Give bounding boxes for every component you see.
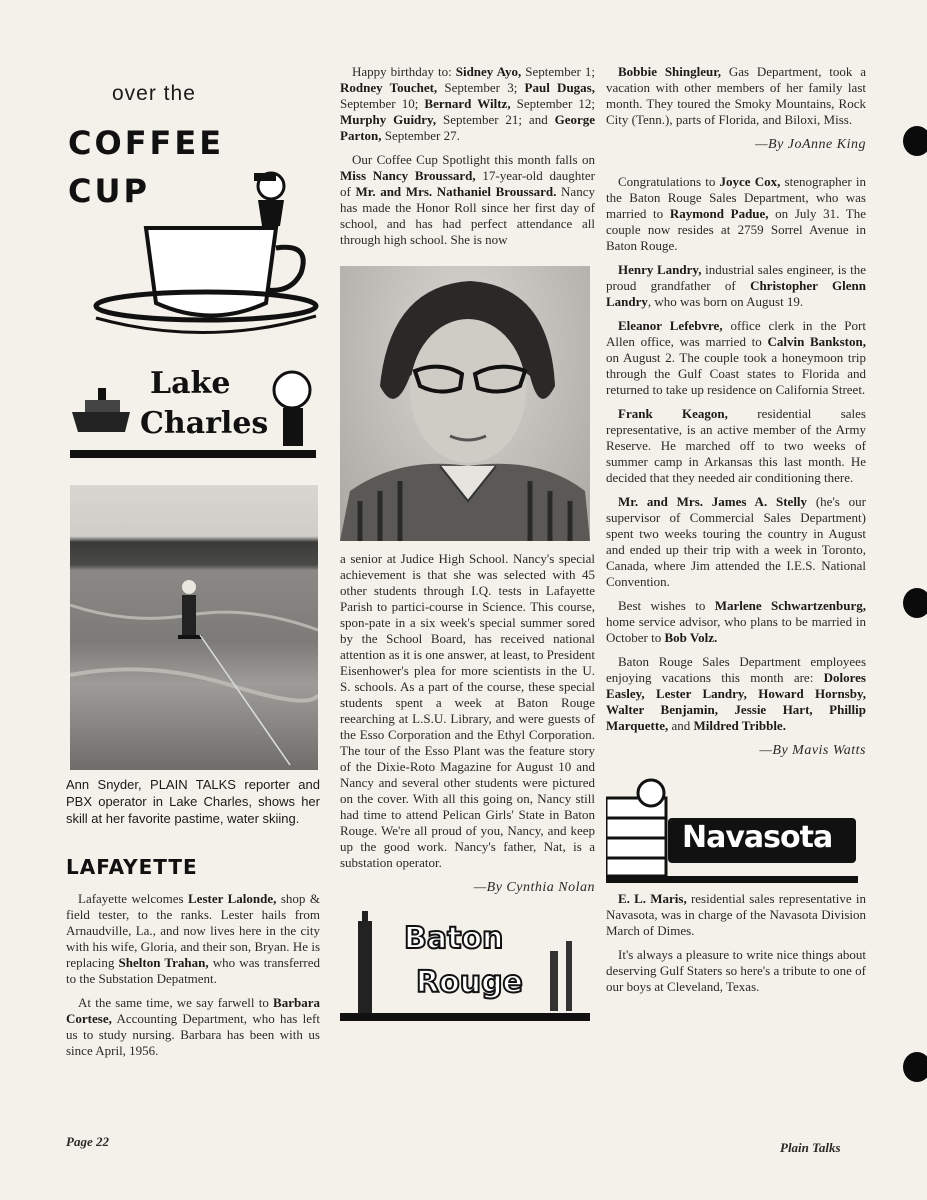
person-name: Mr. and Mrs. James A. Stelly (618, 494, 808, 509)
paragraph-text: Nancy has made the Honor Roll since her first day of school, and has had perfect attendance all through high school. She is now (340, 184, 595, 247)
baton-rouge-logo (340, 911, 590, 1023)
paragraph-text: Baton Rouge Sales Department employees enjoying vacations this month are: (606, 654, 866, 685)
person-name: Henry Landry, (618, 262, 702, 277)
person-name: Rodney Touchet, (340, 80, 438, 95)
right-column (606, 64, 866, 1003)
over-the-label: over the (112, 82, 196, 105)
navasota-article (606, 891, 866, 1003)
paragraph-text: residential sales representative, is an active member of the Army Reserve. He marched off to two weeks of summer camp in Arkansas this last month. He decided that they needed air conditioning there. (606, 406, 866, 485)
birthday-spotlight-article (340, 64, 595, 256)
lake-label: Lake (150, 366, 231, 401)
paragraph-text: stenographer in the Baton Rouge Sales Department, who was married to (606, 174, 866, 221)
article-paragraph (606, 494, 866, 590)
article-paragraph (606, 406, 866, 486)
person-name: Dolores Easley, Lester Landry, Howard Hornsby, Walter Benjamin, Jessie Hart, Phillip Marquette, (606, 670, 866, 733)
shingleur-article (606, 64, 866, 136)
paragraph-text: shop & field tester, to the ranks. Lester hails from Arnaudville, La., and now lives here in the city with his wife, Gloria, and their son, Bryan. He is replacing (66, 891, 320, 970)
person-name: Mildred Tribble. (693, 718, 786, 733)
paragraph-text: , who was born on August 19. (647, 294, 804, 309)
person-name: Mr. and Mrs. Nathaniel Broussard. (355, 184, 557, 199)
person-name: George Parton, (340, 112, 595, 143)
person-name: Bernard Wiltz, (424, 96, 511, 111)
rouge-label: Rouge (416, 965, 523, 1000)
charles-label: Charles (140, 406, 269, 441)
paragraph-text: September 12; (510, 96, 595, 111)
cup-title: CUP (68, 172, 150, 210)
paragraph-text: office clerk in the Port Allen office, was married to (606, 318, 866, 349)
paragraph-text: industrial sales engineer, is the proud grandfather of (606, 262, 866, 293)
baton-label: Baton (404, 921, 504, 956)
article-paragraph (340, 152, 595, 248)
nancy-broussard-portrait (340, 266, 590, 541)
paragraph-text: September 21; and (436, 112, 555, 127)
person-name: Calvin Bankston, (767, 334, 866, 349)
paragraph-text: September 10; (340, 96, 425, 111)
person-name: Shelton Trahan, (118, 955, 209, 970)
article-paragraph (606, 598, 866, 646)
article-paragraph (606, 64, 866, 128)
person-name: Christopher Glenn Landry (606, 278, 866, 309)
article-paragraph (606, 174, 866, 254)
article-paragraph (606, 318, 866, 398)
middle-column (340, 64, 595, 1023)
person-name: Miss Nancy Broussard, (340, 168, 476, 183)
page-number: Page 22 (66, 1134, 109, 1149)
article-paragraph (340, 551, 595, 871)
lafayette-heading: LAFAYETTE (66, 855, 198, 879)
article-paragraph (606, 654, 866, 734)
lake-charles-logo (70, 362, 316, 462)
person-name: Marlene Schwartzenburg, (714, 598, 866, 613)
person-name: Murphy Guidry, (340, 112, 437, 127)
left-column (66, 78, 320, 1067)
paragraph-text: Best wishes to (618, 598, 715, 613)
paragraph-text: Gas Department, took a vacation with other members of her family last month. They toured the Smoky Mountains, Rock City (Tenn.), parts of Florida, and Biloxi, Miss. (606, 64, 866, 127)
paragraph-text: residential sales representative in Navasota, was in charge of the Navasota Division March of Dimes. (606, 891, 866, 938)
person-name: Barbara Cortese, (66, 995, 320, 1026)
person-name: Paul Dugas, (524, 80, 595, 95)
byline-joanne-king: —By JoAnne King (755, 137, 866, 152)
byline-cynthia-nolan: —By Cynthia Nolan (473, 880, 595, 895)
person-name: Sidney Ayo, (455, 64, 522, 79)
coffee-cup-header (66, 78, 320, 348)
paragraph-text: Lafayette welcomes (78, 891, 188, 906)
paragraph-text: home service advisor, who plans to be married in October to (606, 614, 866, 645)
article-paragraph (66, 891, 320, 987)
coffee-title: COFFEE (68, 124, 225, 162)
paragraph-text: on August 2. The couple took a honeymoon trip through the Gulf Coast states to Florida and returned to take up residence on California Street. (606, 350, 866, 397)
article-paragraph (66, 995, 320, 1059)
paragraph-text: a senior at Judice High School. Nancy's special achievement is that she was selected with 45 other students through I.Q. tests in Lafayette Parish to partici-course in Science. This course, spon-pate in a six week's special summer sored by the School Board, has received national attention as it is one answer, at least, to President Eisenhower's plea for more scientists in the U. S. schools. As a part of the course, these special students spent a week at Baton Rouge reearching at L.S.U. Library, and were guests of the Esso Corporation and the Ethyl Corporation. The tour of the Esso Plant was the feature story of the Dixie-Roto Magazine for August 10 and Nancy and several other students were pictured on the cover. With all this going on, Nancy still had time to attend Pelican Girls' State in Baton Rouge. We're all proud of you, Nancy, and keep up the good work. Nancy's father, Nat, is a substation operator. (340, 551, 595, 870)
paragraph-text: Our Coffee Cup Spotlight this month falls on (352, 152, 595, 167)
baton-rouge-news (606, 174, 866, 742)
paragraph-text: At the same time, we say farwell to (78, 995, 274, 1010)
article-paragraph (606, 891, 866, 939)
person-name: Frank Keagon, (618, 406, 728, 421)
water-skiing-photo (70, 485, 318, 770)
paragraph-text: September 27. (381, 128, 460, 143)
paragraph-text: September 1; (521, 64, 595, 79)
person-name: Eleanor Lefebvre, (618, 318, 723, 333)
paragraph-text: 17-year-old daughter of (340, 168, 595, 199)
nancy-article-continued (340, 551, 595, 879)
navasota-logo (606, 778, 858, 883)
lafayette-article (66, 891, 320, 1067)
navasota-label: Navasota (682, 820, 833, 855)
paragraph-text: September 3; (437, 80, 525, 95)
person-name: Lester Lalonde, (188, 891, 277, 906)
paragraph-text: Happy birthday to: (352, 64, 456, 79)
person-name: Joyce Cox, (719, 174, 781, 189)
publication-footer: Plain Talks (780, 1140, 841, 1155)
paragraph-text: on July 31. The couple now resides at 2759 Sorrel Avenue in Baton Rouge. (606, 206, 866, 253)
paragraph-text: It's always a pleasure to write nice things about deserving Gulf Staters so here's a tribute to one of our boys at Cleveland, Texas. (606, 947, 866, 994)
person-name: Bobbie Shingleur, (618, 64, 722, 79)
article-paragraph (606, 262, 866, 310)
person-name: Raymond Padue, (669, 206, 769, 221)
photo-caption: Ann Snyder, PLAIN TALKS reporter and PBX operator in Lake Charles, shows her skill at her favorite pastime, water skiing. (66, 777, 320, 826)
article-paragraph (606, 947, 866, 995)
paragraph-text: who was transferred to the Substation Depatment. (66, 955, 320, 986)
paragraph-text: (he's our supervisor of Commercial Sales Department) spent two weeks touring the country in August and ended up their trip with a week in Toronto, Canada, where Jim attended the I.E.S. National Convention. (606, 494, 866, 589)
coffee-cup-illustration (66, 78, 320, 348)
person-name: Bob Volz. (664, 630, 718, 645)
punch-hole (903, 588, 927, 618)
paragraph-text: Accounting Department, who has left us to study nursing. Barbara has been with us since April, 1956. (66, 1011, 320, 1058)
paragraph-text: Congratulations to (618, 174, 720, 189)
paragraph-text: and (668, 718, 694, 733)
person-name: E. L. Maris, (618, 891, 687, 906)
punch-hole (903, 126, 927, 156)
byline-mavis-watts: —By Mavis Watts (759, 743, 866, 758)
article-paragraph (340, 64, 595, 144)
punch-hole (903, 1052, 927, 1082)
